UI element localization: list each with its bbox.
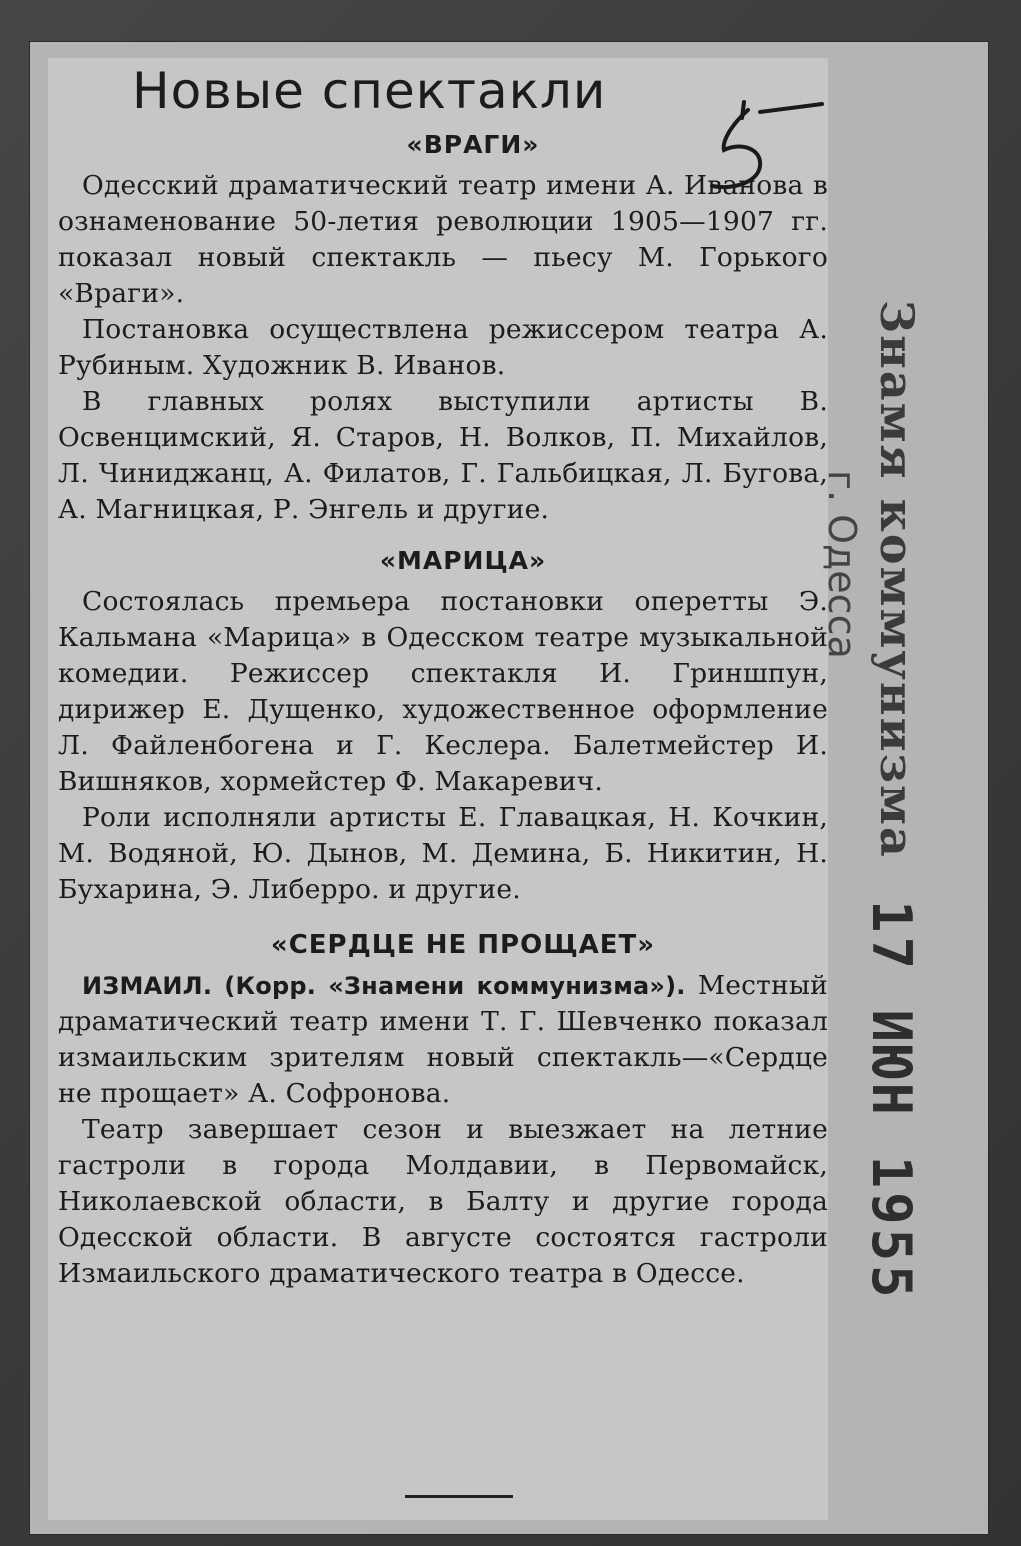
city-stamp: г. Одесса xyxy=(820,470,864,659)
newspaper-name-stamp: Знамя коммунизма xyxy=(870,300,924,859)
paragraph-serdtse-1-text: Местный драматический театр имени Т. Г. Шевченко показал измаильским зрителям новый спектакль—«Сердце не прощает» А. Софронова. xyxy=(58,970,829,1109)
paragraph-serdtse-1 xyxy=(58,968,828,1112)
paragraph-maritsa-1: Состоялась премьера постановки оперетты Э. Кальмана «Марица» в Одесском театре музыкальной комедии. Режиссер спектакля И. Гриншпун, дирижер Е. Дущенко, художественное оформление Л. Файленбогена и Г. Кеслера. Балетмейстер И. Вишняков, хормейстер Ф. Макаревич. xyxy=(58,586,828,797)
paragraph-maritsa-2: Роли исполняли артисты Е. Главацкая, Н. Кочкин, М. Водяной, Ю. Дынов, М. Демина, Б. Никитин, Н. Бухарина, Э. Либерро. и другие. xyxy=(58,802,828,905)
paragraph-serdtse-2: Театр завершает сезон и выезжает на летние гастроли в города Молдавии, в Первомайск, Николаевской области, в Балту и другие города Одесской области. В августе состоятся гастроли Измаильского драматического театра в Одессе. xyxy=(58,1114,828,1289)
end-rule xyxy=(405,1495,513,1498)
handwritten-number-5 xyxy=(700,90,840,200)
paragraph-vragi-1: Одесский драматический театр имени А. Иванова в ознаменование 50-летия революции 1905—1907 гг. показал новый спектакль — пьесу М. Горького «Враги». xyxy=(58,170,828,309)
dateline: ИЗМАИЛ. (Корр. «Знамени коммунизма»). xyxy=(82,972,686,1000)
section-title-serdtse: «СЕРДЦЕ НЕ ПРОЩАЕТ» xyxy=(270,930,656,960)
date-stamp: 17 ИЮН 1955 xyxy=(860,900,923,1302)
paragraph-vragi-3: В главных ролях выступили артисты В. Освенцимский, Я. Старов, Н. Волков, П. Михайлов, Л. Чиниджанц, А. Филатов, Г. Гальбицкая, Л. Бугова, А. Магницкая, Р. Энгель и другие. xyxy=(58,386,828,525)
paragraph-vragi-2: Постановка осуществлена режиссером театра А. Рубиным. Художник В. Иванов. xyxy=(58,314,828,381)
section-title-vragi: «ВРАГИ» xyxy=(406,130,540,159)
headline: Новые спектакли xyxy=(132,62,607,120)
section-title-maritsa: «МАРИЦА» xyxy=(379,546,547,575)
clipping-article xyxy=(58,58,828,1292)
